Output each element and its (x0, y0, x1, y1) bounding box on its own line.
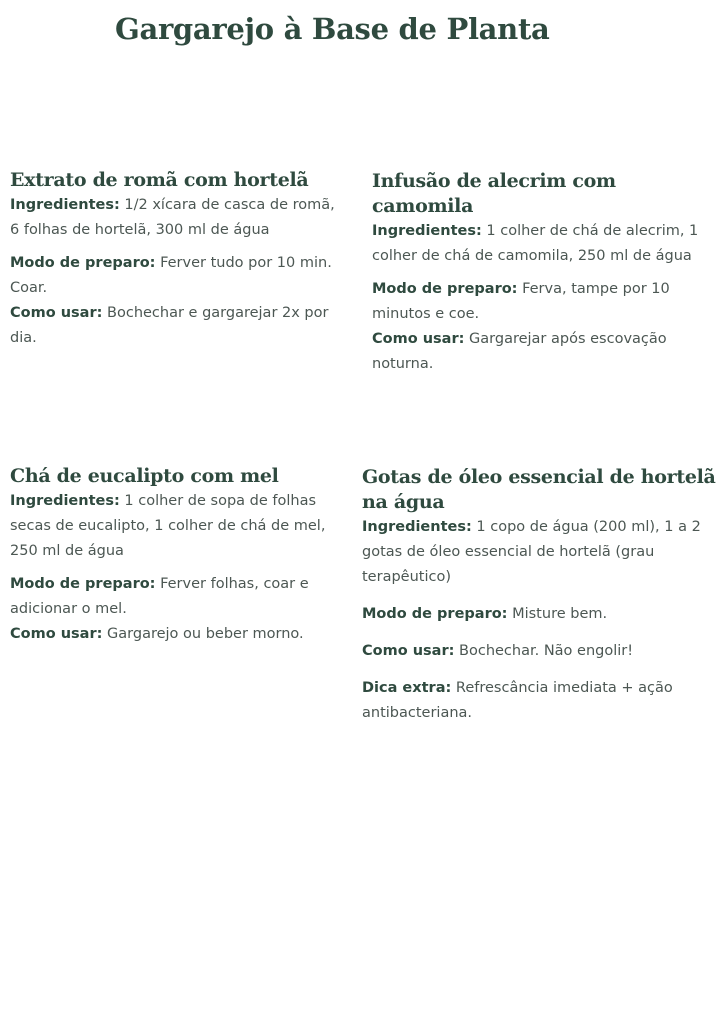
ingredients-value: 1 copo de água (200 ml), 1 a 2 gotas de óleo essencial de hortelã (grau terapêutico) (362, 519, 701, 585)
recipe-card-rosemary (372, 169, 717, 377)
recipe-card-pomegranate (10, 168, 340, 351)
usage-value: Gargarejo ou beber morno. (107, 626, 304, 642)
usage-label: Como usar: (10, 305, 103, 321)
usage-text (362, 639, 717, 664)
preparation-text (10, 572, 340, 622)
ingredients-label: Ingredientes: (372, 223, 482, 239)
preparation-value: Ferver tudo por 10 min. Coar. (10, 255, 332, 296)
ingredients-text (10, 193, 340, 243)
preparation-label: Modo de preparo: (10, 255, 156, 271)
recipe-title: Infusão de alecrim com camomila (372, 170, 616, 217)
ingredients-label: Ingredientes: (10, 197, 120, 213)
extra-tip-value: Refrescância imediata + ação antibacteriana. (362, 680, 673, 721)
usage-label: Como usar: (372, 331, 465, 347)
recipe-card-mint-oil (362, 465, 717, 726)
recipe-title: Extrato de romã com hortelã (10, 169, 309, 191)
usage-value: Bochechar. Não engolir! (459, 643, 634, 659)
usage-label: Como usar: (10, 626, 103, 642)
recipe-title: Chá de eucalipto com mel (10, 465, 279, 487)
extra-tip-label: Dica extra: (362, 680, 452, 696)
preparation-value: Misture bem. (512, 606, 608, 622)
usage-value: Gargarejar após escovação noturna. (372, 331, 667, 372)
preparation-label: Modo de preparo: (372, 281, 518, 297)
preparation-label: Modo de preparo: (362, 606, 508, 622)
ingredients-text (362, 515, 717, 590)
preparation-text (372, 277, 717, 327)
ingredients-text (10, 489, 340, 564)
usage-value: Bochechar e gargarejar 2x por dia. (10, 305, 329, 346)
page-title: Gargarejo à Base de Planta (115, 12, 550, 46)
usage-label: Como usar: (362, 643, 455, 659)
preparation-value: Ferver folhas, coar e adicionar o mel. (10, 576, 309, 617)
ingredients-text (372, 219, 717, 269)
ingredients-label: Ingredientes: (10, 493, 120, 509)
usage-text (10, 301, 340, 351)
preparation-text (10, 251, 340, 301)
preparation-label: Modo de preparo: (10, 576, 156, 592)
usage-text (372, 327, 717, 377)
preparation-text (362, 602, 717, 627)
recipe-title: Gotas de óleo essencial de hortelã na água (362, 466, 716, 513)
preparation-value: Ferva, tampe por 10 minutos e coe. (372, 281, 670, 322)
ingredients-label: Ingredientes: (362, 519, 472, 535)
ingredients-value: 1/2 xícara de casca de romã, 6 folhas de hortelã, 300 ml de água (10, 197, 335, 238)
usage-text (10, 622, 340, 647)
ingredients-value: 1 colher de chá de alecrim, 1 colher de chá de camomila, 250 ml de água (372, 223, 699, 264)
recipe-card-eucalyptus (10, 464, 340, 647)
extra-tip-text (362, 676, 717, 726)
ingredients-value: 1 colher de sopa de folhas secas de eucalipto, 1 colher de chá de mel, 250 ml de água (10, 493, 326, 559)
